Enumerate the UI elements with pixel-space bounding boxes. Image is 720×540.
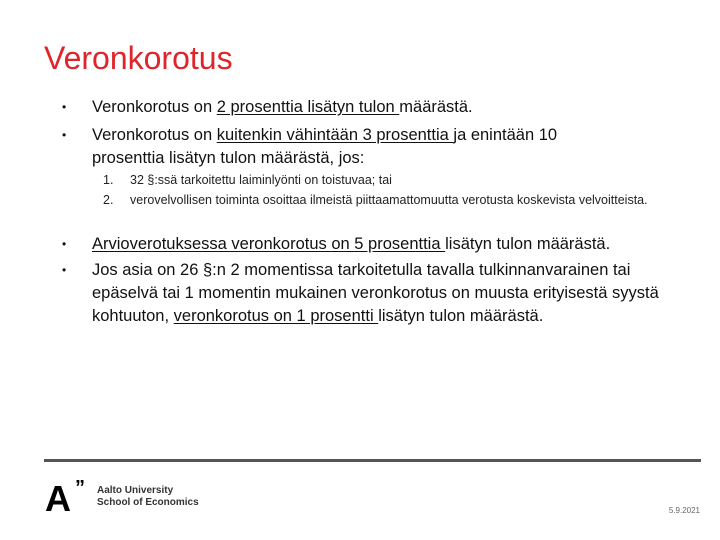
bullet-text: Veronkorotus on 2 prosenttia lisätyn tulon määrästä. [92,98,473,116]
bullet-marker: • [62,100,67,114]
university-name: Aalto University [97,485,174,496]
item-text: 32 §:ssä tarkoitettu laiminlyönti on toistuvaa; tai [130,173,392,187]
bullet-marker: • [62,128,67,142]
bullet-marker: • [62,237,67,251]
bullet-item [0,96,720,119]
bullet-item [0,124,720,170]
bullet-item [0,259,720,329]
item-text: verovelvollisen toiminta osoittaa ilmeistä piittaamattomuutta verotusta koskevista velvoitteista. [130,193,648,207]
slide-title: Veronkorotus [44,40,233,76]
logo-text [97,485,199,509]
school-name: School of Economics [97,497,199,508]
bullet-text: Veronkorotus on kuitenkin vähintään 3 prosenttia ja enintään 10 prosenttia lisätyn tulon määrästä, jos: [92,126,558,167]
item-number: 1. [103,173,114,187]
bullet-marker: • [62,263,67,277]
item-number: 2. [103,193,114,207]
logo-a-mark: A [45,478,71,519]
aalto-logo [45,477,225,519]
bullet-text: Arvioverotuksessa veronkorotus on 5 prosenttia lisätyn tulon määrästä. [92,235,611,253]
logo-quote-mark: ” [75,477,85,499]
bullet-item [0,233,720,256]
footer-divider [44,459,701,462]
bullet-text: Jos asia on 26 §:n 2 momentissa tarkoitetulla tavalla tulkinnanvarainen tai epäselvä tai 1 momentin mukainen veronkorotus on muusta erityisestä syystä kohtuuton, veronkorotus on 1 prosentti lisätyn tulon määrästä. [92,261,659,325]
slide-date: 5.9.2021 [668,506,700,515]
